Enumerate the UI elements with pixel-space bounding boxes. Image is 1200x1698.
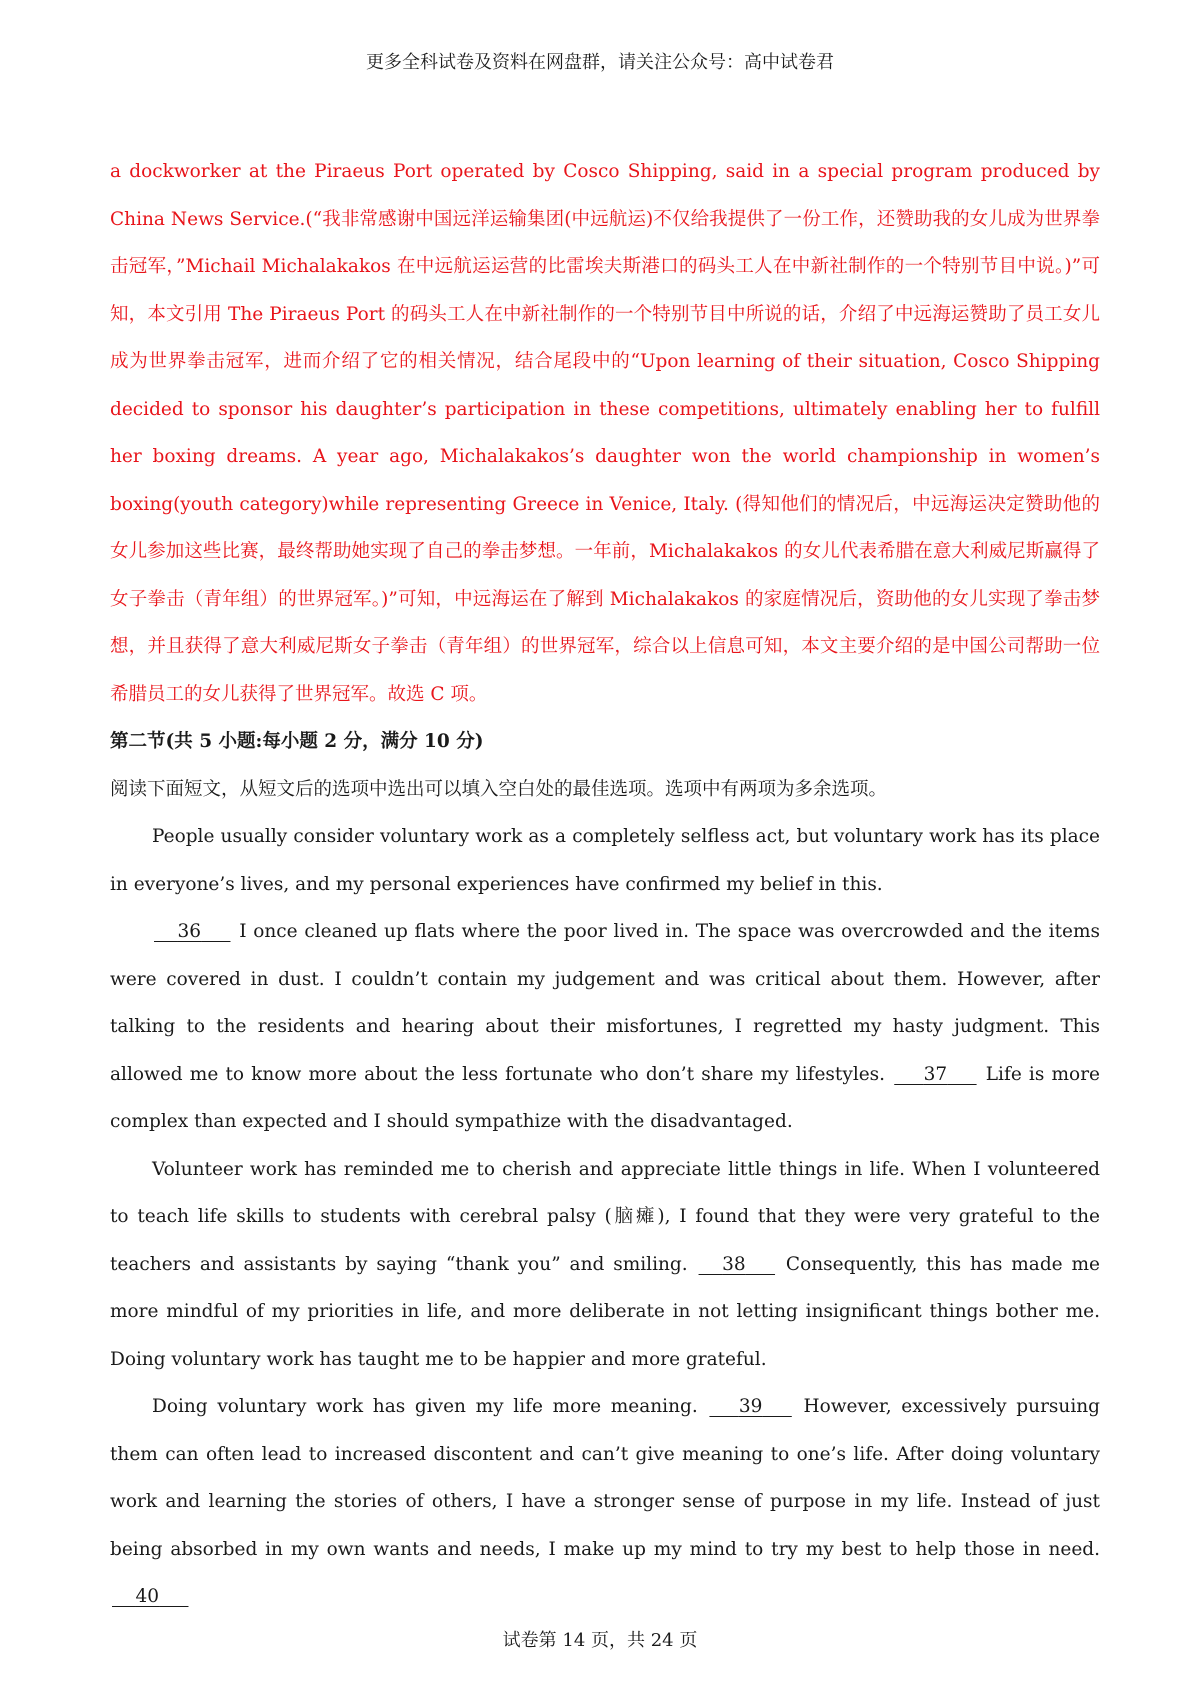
paragraph-4-text-a: Doing voluntary work has given my life more meaning. <box>152 1396 708 1417</box>
page-content <box>110 148 1100 1621</box>
passage-paragraph-1: People usually consider voluntary work as a completely selfless act, but voluntary work has its place in everyone’s lives, and my personal experiences have confirmed my belief in this. <box>110 826 1100 895</box>
passage-paragraph-2 <box>110 908 1100 1146</box>
section-title: 第二节(共 5 小题:每小题 2 分，满分 10 分) <box>110 731 484 752</box>
blank-37[interactable] <box>892 1051 978 1099</box>
page-footer: 试卷第 14 页，共 24 页 <box>502 1630 698 1651</box>
paragraph-4-text-b: However, excessively pursuing them can often lead to increased discontent and can’t give meaning to one’s life. After doing voluntary work and learning the stories of others, I have a stronger sense of purpose in my life. Instead of just being absorbed in my own wants and needs, I make up my mind to try my best to help those in need. <box>110 1396 1100 1560</box>
blank-37-number: 37 <box>923 1063 948 1085</box>
answer-explanation <box>110 148 1100 718</box>
blank-40-number: 40 <box>135 1586 160 1607</box>
paragraph-2-text-b: Life is more complex than expected and I should sympathize with the disadvantaged. <box>110 1063 1100 1132</box>
blank-38-number: 38 <box>722 1253 746 1275</box>
explanation-text: a dockworker at the Piraeus Port operated by Cosco Shipping, said in a special program produced by China News Service.(“我非常感谢中国远洋运输集团(中远航运)不仅给我提供了一份工作，还赞助我的女儿成为世界拳击冠军，”Michail Michalakakos 在中远航运运营的比雷埃夫斯港口的码头工人在中新社制作的一个特别节目中说。)”可知，本文引用 The Piraeus Port 的码头工人在中新社制作的一个特别节目中所说的话，介绍了中远海运赞助了员工女儿成为世界拳击冠军，进而介绍了它的相关情况，结合尾段中的“Upon learning of their situation, Cosco Shipping decided to sponsor his daughter’s participation in these competitions, ultimately enabling her to fulfill her boxing dreams. A year ago, Michalakakos’s daughter won the world championship in women’s boxing(youth category)while representing Greece in Venice, Italy. (得知他们的情况后，中远海运决定赞助他的女儿参加这些比赛，最终帮助她实现了自己的拳击梦想。一年前，Michalakakos 的女儿代表希腊在意大利威尼斯赢得了女子拳击（青年组）的世界冠军。)”可知，中远海运在了解到 Michalakakos 的家庭情况后，资助他的女儿实现了拳击梦想，并且获得了意大利威尼斯女子拳击（青年组）的世界冠军，综合以上信息可知，本文主要介绍的是中国公司帮助一位希腊员工的女儿获得了世界冠军。故选 C 项。 <box>110 161 1100 705</box>
blank-40[interactable] <box>110 1573 190 1621</box>
blank-39[interactable] <box>707 1383 793 1431</box>
paragraph-3-text-b: Consequently, this has made me more mindful of my priorities in life, and more deliberate in not letting insignificant things bother me. Doing voluntary work has taught me to be happier and more grateful. <box>110 1253 1101 1370</box>
blank-36[interactable] <box>152 908 232 956</box>
passage-paragraph-3 <box>110 1146 1100 1384</box>
blank-38[interactable] <box>697 1241 777 1289</box>
section-instruction: 阅读下面短文，从短文后的选项中选出可以填入空白处的最佳选项。选项中有两项为多余选项。 <box>110 778 888 800</box>
blank-39-number: 39 <box>738 1396 763 1417</box>
page-header: 更多全科试卷及资料在网盘群，请关注公众号：高中试卷君 <box>366 52 834 73</box>
blank-36-number: 36 <box>177 921 202 942</box>
paragraph-2-text-a: I once cleaned up flats where the poor lived in. The space was overcrowded and the items were covered in dust. I couldn’t contain my judgement and was critical about them. However, after talking to the residents and hearing about their misfortunes, I regretted my hasty judgment. This allowed me to know more about the less fortunate who don’t share my lifestyles. <box>110 921 1100 1085</box>
paragraph-3-text-a: Volunteer work has reminded me to cherish and appreciate little things in life. When I volunteered to teach life skills to students with cerebral palsy (脑瘫), I found that they were very grateful to the teachers and assistants by saying “thank you” and smiling. <box>110 1158 1100 1275</box>
passage-paragraph-4 <box>110 1383 1100 1621</box>
